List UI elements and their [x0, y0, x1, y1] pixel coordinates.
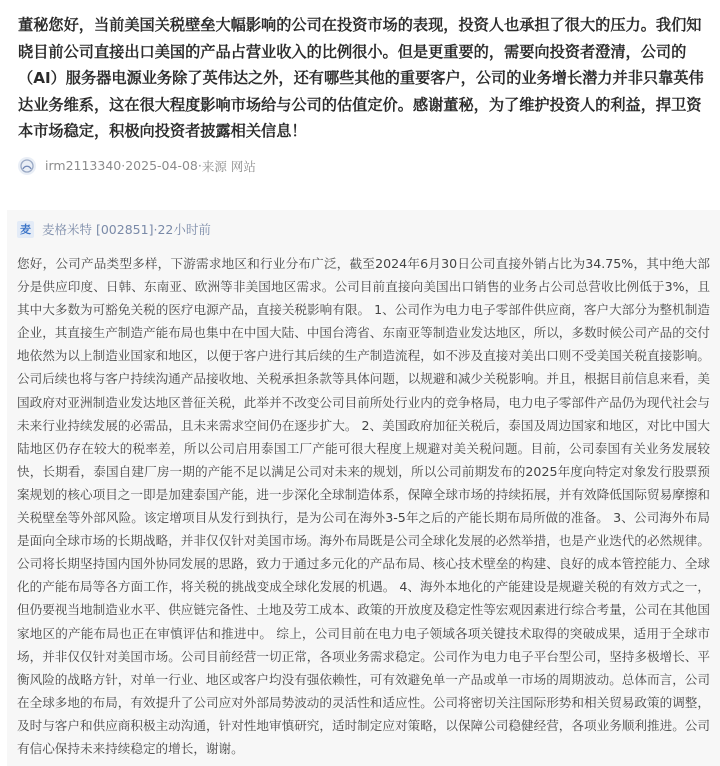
company-badge: 麦 [17, 221, 34, 238]
question-user[interactable]: irm2113340 [45, 158, 122, 174]
user-avatar-icon[interactable] [18, 157, 36, 175]
question-source: 来源 网站 [201, 158, 256, 174]
answer-header [17, 218, 710, 240]
answer-text: 您好，公司产品类型多样，下游需求地区和行业分布广泛，截至2024年6月30日公司直接外销占比为34.75%，其中绝大部分是供应印度、日韩、东南亚、欧洲等非美国地区需求。公司目前直接向美国出口销售的业务占公司总营收比例低于3%，且其中大多数为可豁免关税的医疗电源产品，直接关税影响有限。 1、公司作为电力电子零部件供应商，客户大部分为整机制造企业，其直接生产制造产能布局也集中在中国大陆、中国台湾省、东南亚等制造业发达地区，所以，多数时候公司产品的交付地依然为以上制造业国家和地区，以便于客户进行其后续的生产制造流程，如不涉及直接对美出口则不受美国关税直接影响。公司后续也将与客户持续沟通产品接收地、关税承担条款等具体问题，以规避和减少关税影响。并且，根据目前信息来看，美国政府对亚洲制造业发达地区普征关税，此举并不改变公司目前所处行业内的竞争格局，电力电子零部件产品仍为现代社会与未来行业持续发展的必需品，且未来需求空间仍在逐步扩大。 2、美国政府加征关税后，泰国及周边国家和地区，对比中国大陆地区仍存在较大的税率差，所以公司启用泰国工厂产能可很大程度上规避对美关税问题。目前，公司泰国有关业务发展较快，长期看，泰国自建厂房一期的产能不足以满足公司对未来的规划，所以公司前期发布的2025年度向特定对象发行股票预案规划的核心项目之一即是加建泰国产能，进一步深化全球制造体系，保障全球市场的持续拓展，并有效降低国际贸易摩擦和关税壁垒等外部风险。该定增项目从发行到执行，是为公司在海外3-5年之后的产能长期布局所做的准备。 3、公司海外布局是面向全球市场的长期战略，并非仅仅针对美国市场。海外布局既是公司全球化发展的必然举措，也是产业迭代的必然规律。公司将长期坚持国内国外协同发展的思路，致力于通过多元化的产品布局、核心技术壁垒的构建、良好的成本管控能力、全球化的产能布局等各方面工作，将关税的挑战变成全球化发展的机遇。 4、海外本地化的产能建设是规避关税的有效方式之一，但仍要视当地制造业水平、供应链完备性、土地及劳工成本、政策的开放度及稳定性等宏观因素进行综合考量，公司在其他国家地区的产能布局也正在审慎评估和推进中。 综上，公司目前在电力电子领域各项关键技术取得的突破成果，适用于全球市场，并非仅仅针对美国市场。公司目前经营一切正常，各项业务需求稳定。公司作为电力电子平台型公司，坚持多极增长、平衡风险的战略方针，对单一行业、地区或客户均没有强依赖性，可有效避免单一产品或单一市场的周期波动。总体而言，公司在全球多地的布局，有效提升了公司应对外部局势波动的灵活性和适应性。公司将密切关注国际形势和相关贸易政策的调整，及时与客户和供应商积极主动沟通，针对性地审慎研究，适时制定应对策略，以保障公司稳健经营，各项业务顺利推进。公司有信心保持未来持续稳定的增长，谢谢。 [17, 256, 710, 756]
answer-time: 22小时前 [157, 222, 211, 237]
company-name[interactable]: 麦格米特 [002851] [42, 222, 154, 237]
question-date: 2025-04-08 [125, 158, 198, 174]
answer-panel [7, 210, 720, 766]
user-avatar-icon-graphic [20, 159, 34, 173]
meta-separator-2: · [197, 158, 202, 174]
question-meta [18, 154, 708, 178]
meta-separator-1: · [121, 158, 126, 174]
question-text: 董秘您好，当前美国关税壁垒大幅影响的公司在投资市场的表现，投资人也承担了很大的压力。我们知晓目前公司直接出口美国的产品占营业收入的比例很小。但是更重要的，需要向投资者澄清，公司的（AI）服务器电源业务除了英伟达之外，还有哪些其他的重要客户，公司的业务增长潜力并非只靠英伟达业务维系，这在很大程度影响市场给与公司的估值定价。感谢董秘，为了维护投资人的利益，捍卫资本市场稳定，积极向投资者披露相关信息！ [18, 16, 704, 141]
answer-separator: · [153, 221, 158, 237]
